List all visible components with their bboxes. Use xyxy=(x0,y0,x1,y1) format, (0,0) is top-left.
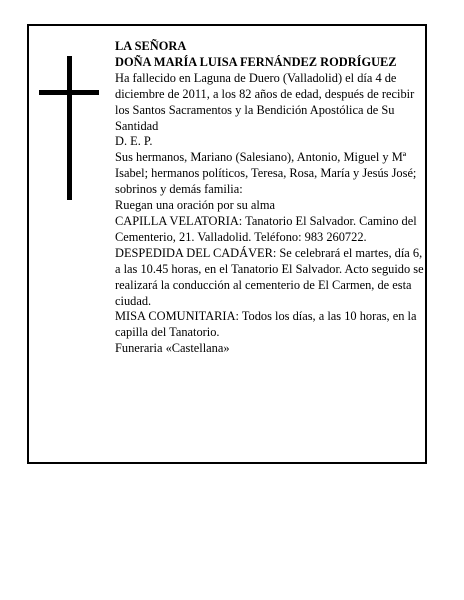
notice-text xyxy=(115,39,425,357)
heading-line-1: LA SEÑORA xyxy=(115,39,187,53)
latin-cross-icon xyxy=(39,56,99,200)
chapel-info: CAPILLA VELATORIA: Tanatorio El Salvador. Camino del Cementerio, 21. Valladolid. Teléfono: 983 260722. xyxy=(115,213,417,244)
family-list: Sus hermanos, Mariano (Salesiano), Antonio, Miguel y Mª Isabel; hermanos políticos, Teresa, Rosa, María y Jesús José; sobrinos y demás familia: xyxy=(115,150,417,197)
obituary-notice xyxy=(27,24,427,464)
rest-in-peace: D. E. P. xyxy=(115,134,153,149)
farewell-info: DESPEDIDA DEL CADÁVER: Se celebrará el martes, día 6, a las 10.45 horas, en el Tanatorio El Salvador. Acto seguido se realizará la conducción al cementerio de El Carmen, de esta ciudad. xyxy=(115,245,424,308)
cross-horizontal-bar xyxy=(39,90,99,95)
mass-info: MISA COMUNITARIA: Todos los días, a las 10 horas, en la capilla del Tanatorio. xyxy=(115,309,417,340)
death-announcement: Ha fallecido en Laguna de Duero (Valladolid) el día 4 de diciembre de 2011, a los 82 años de edad, después de recibir los Santos Sacramentos y la Bendición Apostólica de Su Santidad xyxy=(115,70,415,133)
funeral-home: Funeraria «Castellana» xyxy=(115,341,230,356)
deceased-name: DOÑA MARÍA LUISA FERNÁNDEZ RODRÍGUEZ xyxy=(115,54,397,69)
cross-vertical-bar xyxy=(67,56,72,200)
prayer-request: Ruegan una oración por su alma xyxy=(115,198,275,213)
